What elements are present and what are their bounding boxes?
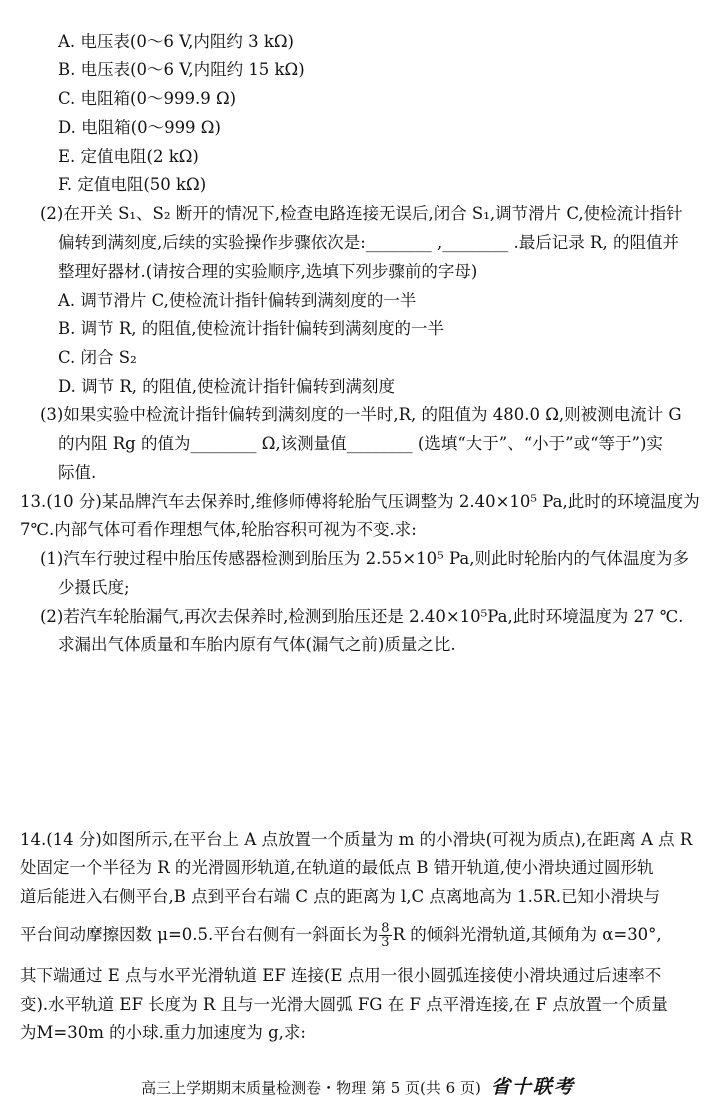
- q13-line-2: 7℃.内部气体可看作理想气体,轮胎容积可视为不变.求:: [20, 520, 417, 539]
- q3-line-1: (3)如果实验中检流计指针偏转到满刻度的一半时,R, 的阻值为 480.0 Ω,则被测电流计 G: [40, 405, 682, 424]
- option-d: D. 电阻箱(0～999 Ω): [58, 118, 221, 137]
- q2-step-d: D. 调节 R, 的阻值,使检流计指针偏转到满刻度: [58, 377, 396, 396]
- q3-line-2: 的内阻 Rg 的值为________ Ω,该测量值________ (选填“大于”、“小于”或“等于”)实: [58, 434, 663, 453]
- option-f: F. 定值电阻(50 kΩ): [58, 175, 207, 194]
- q14-line-5: 其下端通过 E 点与水平光滑轨道 EF 连接(E 点用一很小圆弧连接使小滑块通过后速率不: [20, 966, 662, 985]
- q3-line-3: 际值.: [58, 463, 97, 482]
- q13-sub2-line-2: 求漏出气体质量和车胎内原有气体(漏气之前)质量之比.: [58, 635, 456, 654]
- option-e: E. 定值电阻(2 kΩ): [58, 147, 199, 166]
- option-b: B. 电压表(0～6 V,内阻约 15 kΩ): [58, 60, 305, 79]
- q2-step-a: A. 调节滑片 C,使检流计指针偏转到满刻度的一半: [58, 291, 417, 310]
- q13-sub2-line-1: (2)若汽车轮胎漏气,再次去保养时,检测到胎压还是 2.40×10⁵Pa,此时环境温度为 27 ℃.: [40, 607, 684, 626]
- q14-line-2: 处固定一个半径为 R 的光滑圆形轨道,在轨道的最低点 B 错开轨道,使小滑块通过圆形轨: [20, 858, 654, 877]
- q13-line-1: 13.(10 分)某品牌汽车去保养时,维修师傅将轮胎气压调整为 2.40×10⁵ Pa,此时的环境温度为: [20, 492, 700, 511]
- footer-brand: 省十联考: [490, 1076, 575, 1098]
- fraction-denominator: 3: [381, 935, 390, 950]
- q2-step-b: B. 调节 R, 的阻值,使检流计指针偏转到满刻度的一半: [58, 319, 445, 338]
- option-c: C. 电阻箱(0～999.9 Ω): [58, 89, 237, 108]
- q13-sub1-line-2: 少摄氏度;: [58, 578, 130, 597]
- q2-line-1: (2)在开关 S₁、S₂ 断开的情况下,检查电路连接无误后,闭合 S₁,调节滑片 C,使检流计指针: [40, 204, 683, 223]
- q2-line-2: 偏转到满刻度,后续的实验操作步骤依次是:________ ,________ .最后记录 R, 的阻值并: [58, 233, 679, 252]
- q14-line-7: 为M=30m 的小球.重力加速度为 g,求:: [20, 1023, 306, 1042]
- q2-line-3: 整理好器材.(请按合理的实验顺序,选填下列步骤前的字母): [58, 262, 478, 281]
- q14-line-4-end: R 的倾斜光滑轨道,其倾角为 α=30°,: [392, 925, 662, 944]
- option-a: A. 电压表(0～6 V,内阻约 3 kΩ): [58, 32, 294, 51]
- q14-line-1: 14.(14 分)如图所示,在平台上 A 点放置一个质量为 m 的小滑块(可视为质点),在距离 A 点 R: [20, 830, 693, 849]
- footer-text: 高三上学期期末质量检测卷・物理 第 5 页(共 6 页): [141, 1079, 481, 1097]
- q14-line-4-start: 平台间动摩擦因数 μ=0.5.平台右侧有一斜面长为: [20, 925, 379, 944]
- q13-sub1-line-1: (1)汽车行驶过程中胎压传感器检测到胎压为 2.55×10⁵ Pa,则此时轮胎内的气体温度为多: [40, 549, 689, 568]
- q2-step-c: C. 闭合 S₂: [58, 348, 137, 367]
- q14-line-6: 变).水平轨道 EF 长度为 R 且与一光滑大圆弧 FG 在 F 点平滑连接,在 F 点放置一个质量: [20, 995, 668, 1014]
- q14-line-4: [20, 922, 662, 949]
- fraction-eight-thirds: [379, 922, 391, 949]
- page-footer: [0, 1072, 716, 1099]
- fraction-numerator: 8: [381, 921, 390, 936]
- q14-line-3: 道后能进入右侧平台,B 点到平台右端 C 点的距离为 l,C 点离地高为 1.5R.已知小滑块与: [20, 887, 661, 906]
